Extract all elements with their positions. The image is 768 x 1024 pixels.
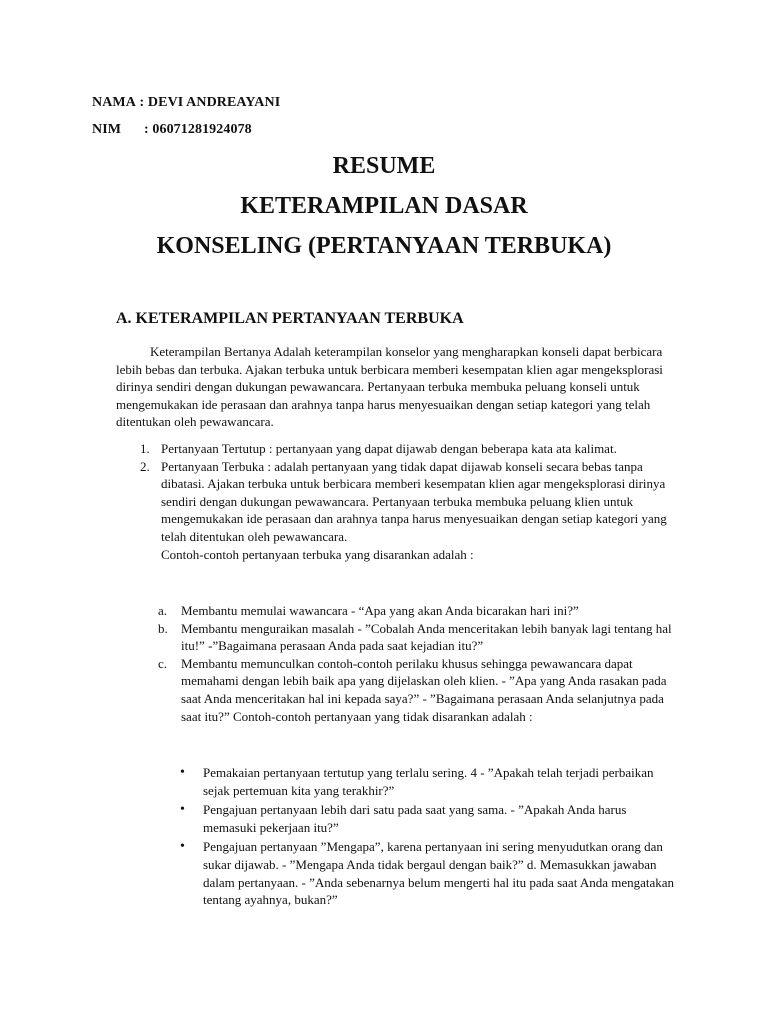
list-item-number: 1. xyxy=(140,441,150,456)
name-separator: : xyxy=(135,95,148,110)
bullet-icon: • xyxy=(180,802,185,818)
list-item-followup-text: Contoh-contoh pertanyaan terbuka yang disarankan adalah : xyxy=(161,546,474,562)
student-name-line xyxy=(92,95,280,111)
list-item-letter: c. xyxy=(158,655,168,671)
list-item xyxy=(156,655,676,725)
list-item xyxy=(178,838,678,908)
list-item xyxy=(156,602,676,620)
bullet-list xyxy=(178,764,678,911)
section-heading: A. KETERAMPILAN PERTANYAAN TERBUKA xyxy=(116,310,464,327)
document-title-line-1: RESUME xyxy=(332,153,436,179)
numbered-list xyxy=(136,440,676,563)
list-item-text: Pertanyaan Tertutup : pertanyaan yang dapat dijawab dengan beberapa kata ata kalimat. xyxy=(161,441,617,456)
nim-separator: : xyxy=(144,122,153,137)
list-item-text: Membantu memulai wawancara - “Apa yang akan Anda bicarakan hari ini?” xyxy=(181,603,579,618)
list-item-text: Pengajuan pertanyaan ”Mengapa”, karena pertanyaan ini sering menyudutkan orang dan sukar dijawab. - ”Mengapa Anda tidak bergaul dengan baik?” d. Memasukkan jawaban dalam pertanyaan. - ”Anda sebenarnya belum mengerti hal itu pada saat Anda mengatakan tentang ayahnya, bukan?” xyxy=(203,839,675,908)
student-id-line xyxy=(92,122,252,138)
lettered-list xyxy=(156,602,676,725)
nim-value: 06071281924078 xyxy=(152,122,252,137)
list-item xyxy=(178,801,678,836)
bullet-icon: • xyxy=(180,765,185,780)
intro-paragraph: Keterampilan Bertanya Adalah keterampilan konselor yang mengharapkan konseli dapat berbicara lebih bebas dan terbuka. Ajakan terbuka untuk berbicara memberi kesempatan klien agar mengeksplorasi dirinya sendiri dengan dukungan pewawancara. Pertanyaan terbuka membuka peluang konseli untuk mengemukakan ide perasaan dan arahnya tanpa harus menyesuaikan dengan setiap kategori yang telah ditentukan oleh pewawancara. xyxy=(116,344,663,430)
list-item xyxy=(136,458,676,564)
list-item xyxy=(178,764,678,799)
list-item-letter: a. xyxy=(158,603,168,618)
list-item-text: Membantu menguraikan masalah - ”Cobalah Anda menceritakan lebih banyak lagi tentang hal itu!” -”Bagaimana perasaan Anda pada saat kejadian itu?” xyxy=(181,620,672,654)
list-item-text: Pengajuan pertanyaan lebih dari satu pada saat yang sama. - ”Apakah Anda harus memasuki pekerjaan itu?” xyxy=(203,802,627,835)
list-item xyxy=(156,620,676,655)
bullet-icon: • xyxy=(180,839,185,855)
list-item-text: Membantu memunculkan contoh-contoh perilaku khusus sehingga pewawancara dapat memahami dengan lebih baik apa yang dijelaskan oleh klien. - ”Apa yang Anda rasakan pada saat Anda menceritakan hal ini kepada saya?” - ”Bagaimana perasaan Anda selanjutnya pada saat itu?” Contoh-contoh pertanyaan yang tidak disarankan adalah : xyxy=(181,655,667,724)
list-item-number: 2. xyxy=(140,458,150,474)
document-title-line-3: KONSELING (PERTANYAAN TERBUKA) xyxy=(156,233,612,259)
nim-label: NIM xyxy=(92,122,122,137)
name-value: DEVI ANDREAYANI xyxy=(147,95,281,110)
name-label: NAMA xyxy=(92,95,136,110)
list-item xyxy=(136,440,676,458)
list-item-letter: b. xyxy=(158,620,168,636)
document-title-line-2: KETERAMPILAN DASAR xyxy=(240,193,528,219)
list-item-text: Pertanyaan Terbuka : adalah pertanyaan yang tidak dapat dijawab konseli secara bebas tanpa dibatasi. Ajakan terbuka untuk berbicara memberi kesempatan klien agar mengeksplorasi dirinya sendiri dengan dukungan pewawancara. Pertanyaan terbuka membuka peluang klien untuk mengemukakan ide perasaan dan arahnya tanpa harus menyesuaikan dengan setiap kategori yang telah ditentukan oleh pewawancara. xyxy=(161,458,667,544)
list-item-text: Pemakaian pertanyaan tertutup yang terlalu sering. 4 - ”Apakah telah terjadi perbaikan sejak pertemuan kita yang terakhir?” xyxy=(203,765,654,798)
